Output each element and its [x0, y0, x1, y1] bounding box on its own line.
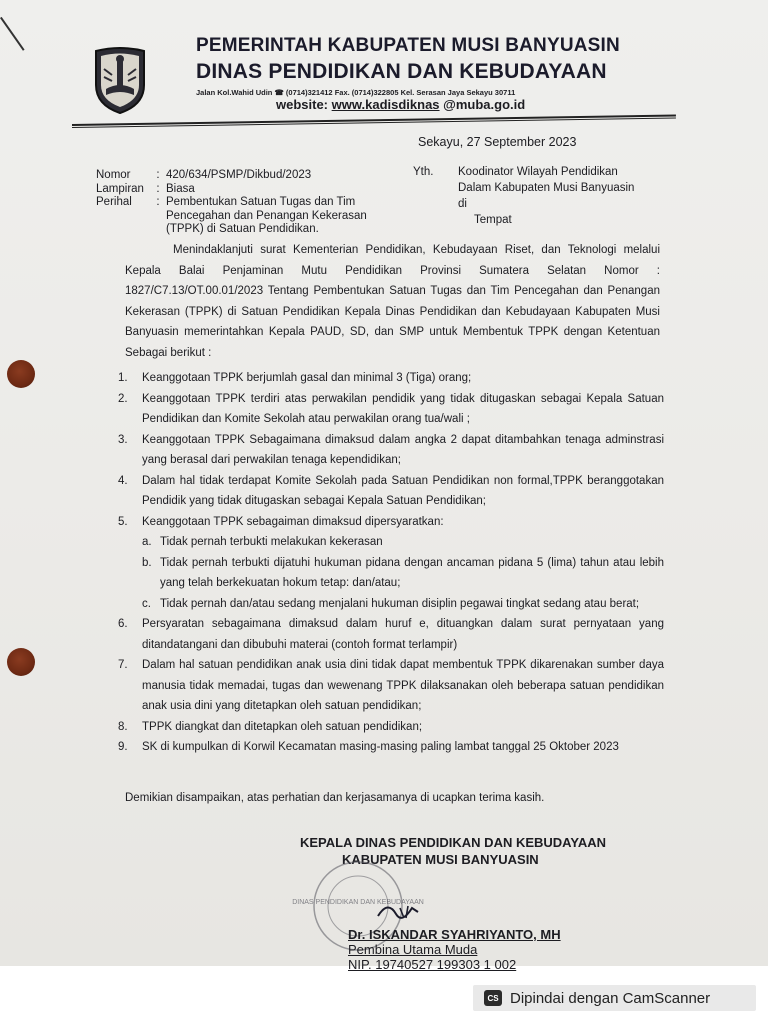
regency-emblem-logo: [92, 45, 148, 115]
meta-row-lampiran: [96, 183, 394, 197]
signatory-name: Dr. ISKANDAR SYAHRIYANTO, MH: [348, 927, 561, 942]
meta-colon: :: [156, 182, 160, 195]
list-item: 3. Keanggotaan TPPK Sebagaimana dimaksud dalam angka 2 dapat ditambahkan tenaga adminstrasi yang berasal dari perwakilan tenaga kependidikan;: [118, 433, 664, 466]
meta-value: Pembentukan Satuan Tugas dan Tim Pencegahan dan Penangan Kekerasan (TPPK) di Satuan Pendidikan.: [166, 196, 367, 235]
meta-key: Lampiran: [96, 182, 144, 195]
stamp-text: DINAS PENDIDIKAN DAN KEBUDAYAAN: [292, 899, 424, 906]
opening-text: Menindaklanjuti surat Kementerian Pendidikan, Kebudayaan Riset, dan Teknologi melalui Kepala Balai Penjaminan Mutu Pendidikan Provinsi Sumatera Selatan Nomor : 1827/C7.13/OT.00.01/2023 Tentang Pembentukan Satuan Tugas dan Tim Pencegahan dan Penangan Kekerasan (TPPK) di Satuan Pendidikan Kepala Dinas Pendidikan dan Kebudayaan Kabupaten Musi Banyuasin memerintahkan Kepala PAUD, SD, dan SMP untuk Membentuk TPPK dengan Ketentuan Sebagai berikut :: [125, 244, 660, 359]
list-item: 7. Dalam hal satuan pendidikan anak usia dini tidak dapat membentuk TPPK dikarenakan sumber daya manusia tidak memadai, tugas dan wewenang TPPK dilaksanakan oleh beberapa satuan pendidikan anak usia dini yang ditetapkan oleh satuan pendidikan;: [118, 659, 664, 712]
closing-sentence: Demikian disampaikan, atas perhatian dan kerjasamanya di ucapkan terima kasih.: [125, 792, 545, 804]
punch-hole-bottom: [7, 648, 35, 676]
letterhead-website: [276, 97, 626, 112]
sublist-item: b. Tidak pernah terbukti dijatuhi hukuman pidana dengan ancaman pidana 5 (lima) tahun atau lebih yang telah berkekuatan hokum tetap: dan/atau;: [142, 556, 664, 589]
website-label: website:: [276, 97, 329, 112]
list-item: 2. Keanggotaan TPPK terdiri atas perwakilan pendidik yang tidak ditugaskan sebagai Kepala Satuan Pendidikan dan Komite Sekolah atau perwakilan orang tua/wali ;: [118, 392, 664, 425]
opening-paragraph: [125, 240, 660, 363]
meta-value: Biasa: [166, 182, 195, 195]
meta-key: Nomor: [96, 169, 131, 181]
letterhead-agency: DINAS PENDIDIKAN DAN KEBUDAYAAN: [196, 60, 607, 83]
camscanner-watermark: [473, 985, 756, 1011]
list-item: 4. Dalam hal tidak terdapat Komite Sekolah pada Satuan Pendidikan non formal,TPPK beranggotakan Pendidik yang tidak ditugaskan sebagai Kepala Satuan Pendidikan;: [118, 474, 664, 507]
provisions-list: [112, 368, 664, 758]
signatory-rank: Pembina Utama Muda: [348, 942, 478, 957]
sublist-item: c. Tidak pernah dan/atau sedang menjalani hukuman disiplin pegawai tingkat sedang atau berat;: [142, 597, 640, 610]
meta-row-nomor: [96, 169, 394, 183]
place-date: Sekayu, 27 September 2023: [418, 135, 577, 149]
meta-key: Perihal: [96, 196, 132, 208]
letterhead: [196, 35, 626, 112]
sublist-item: a. Tidak pernah terbukti melakukan kekerasan: [142, 536, 383, 548]
signatory-title-line: KABUPATEN MUSI BANYUASIN: [342, 852, 539, 867]
recipient-label: Yth.: [413, 166, 434, 178]
camscanner-icon: CS: [484, 990, 502, 1006]
letterhead-address: Jalan Kol.Wahid Udin ☎ (0714)321412 Fax. (0714)322805 Kel. Serasan Jaya Sekayu 30711: [196, 88, 516, 97]
website-domain: @muba.go.id: [443, 97, 526, 112]
meta-row-perihal: [96, 196, 394, 237]
list-item: 6. Persyaratan sebagaimana dimaksud dalam huruf e, dituangkan dalam surat pernyataan yang ditandatangani dan dibubuhi materai (contoh format terlampir): [118, 618, 664, 651]
camscanner-text: Dipindai dengan CamScanner: [510, 989, 711, 1007]
recipient-line: di: [458, 198, 467, 210]
list-item: 1. Keanggotaan TPPK berjumlah gasal dan minimal 3 (Tiga) orang;: [118, 372, 472, 384]
recipient-line: Tempat: [474, 214, 512, 226]
meta-value: 420/634/PSMP/Dikbud/2023: [166, 169, 312, 181]
signatory-nip: NIP. 19740527 199303 1 002: [348, 957, 517, 972]
list-item: 8. TPPK diangkat dan ditetapkan oleh satuan pendidikan;: [118, 720, 423, 733]
website-link: www.kadisdiknas: [331, 97, 440, 112]
signatory: [348, 927, 561, 972]
recipient-line: Dalam Kabupaten Musi Banyuasin: [458, 182, 635, 194]
punch-hole-top: [7, 360, 35, 388]
handwritten-signature: [378, 907, 418, 917]
paper-crease: [0, 17, 25, 51]
recipient-lines: [458, 164, 718, 228]
signatory-title-line: KEPALA DINAS PENDIDIKAN DAN KEBUDAYAAN: [300, 835, 607, 850]
letter-meta: [96, 169, 394, 237]
recipient-line: Koodinator Wilayah Pendidikan: [458, 166, 618, 178]
letterhead-government: PEMERINTAH KABUPATEN MUSI BANYUASIN: [196, 35, 620, 56]
meta-colon: :: [156, 169, 160, 181]
list-item: 9. SK di kumpulkan di Korwil Kecamatan masing-masing paling lambat tanggal 25 Oktober 2023: [118, 741, 619, 753]
list-item: 5. Keanggotaan TPPK sebagaiman dimaksud dipersyaratkan: a. Tidak pernah terbukti melakukan kekerasan b. Tidak pernah terbukti dijatuhi hukuman pidana dengan ancaman pidana 5 (lima) tahun atau lebih yang telah berkekuatan hokum tetap: dan/atau; c. Tidak pernah dan/atau sedang menjalani hukuman disiplin pegawai tingkat sedang atau berat;: [112, 512, 664, 615]
letterhead-divider: [72, 115, 676, 126]
meta-colon: :: [156, 196, 160, 208]
requirements-sublist: [142, 532, 664, 614]
